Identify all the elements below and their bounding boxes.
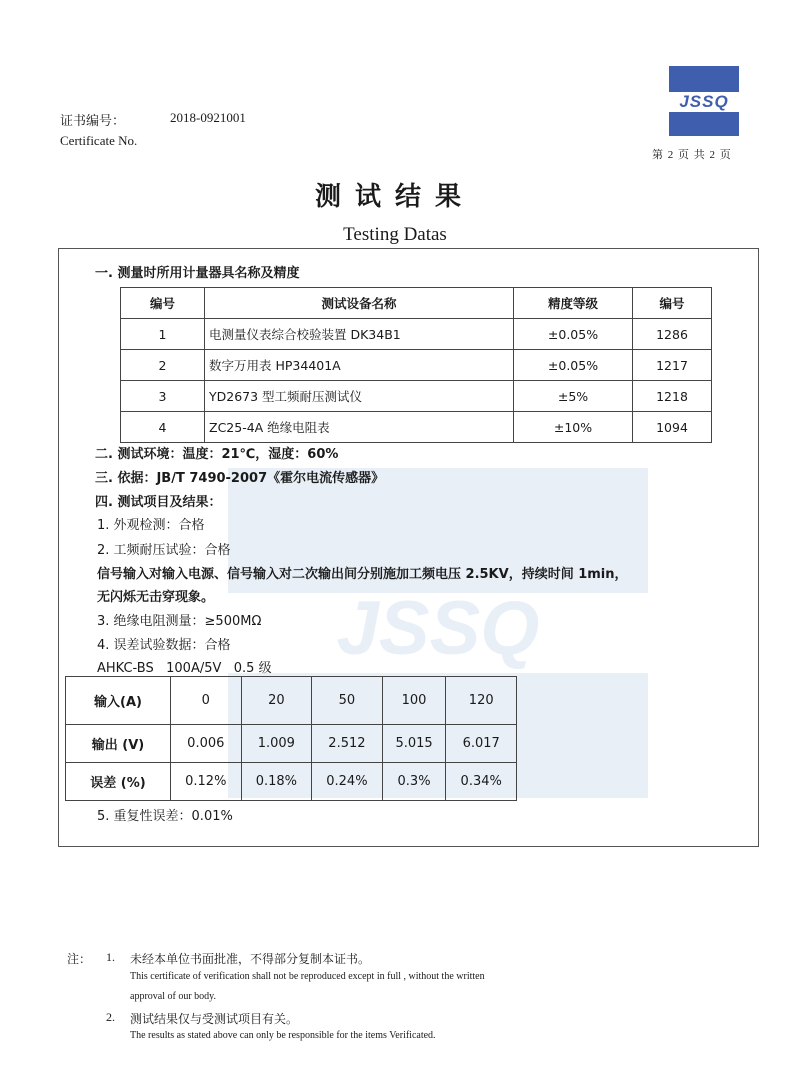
certificate-no-label-cn: 证书编号： bbox=[60, 113, 126, 128]
table-cell: 电测量仪表综合校验装置 DK34B1 bbox=[205, 319, 514, 350]
table-cell: 0.12% bbox=[171, 763, 242, 801]
table-header-row bbox=[121, 288, 712, 319]
table-row bbox=[66, 763, 517, 801]
section-4-heading: 四. 测试项目及结果： bbox=[95, 495, 222, 510]
table-cell: 0.24% bbox=[312, 763, 383, 801]
table-row bbox=[121, 381, 712, 412]
table-cell: 3 bbox=[121, 381, 205, 412]
certificate-no-value: 2018-0921001 bbox=[170, 110, 246, 125]
product-model: AHKC-BS 100A/5V 0.5 级 bbox=[97, 661, 272, 676]
table-cell: 0.34% bbox=[446, 763, 517, 801]
note-1-en-line-1: This certificate of verification shall not be reproduced except in full , without the written bbox=[130, 971, 485, 982]
table-cell: 1094 bbox=[633, 412, 712, 443]
table-cell: 1286 bbox=[633, 319, 712, 350]
section-1-heading: 一. 测量时所用计量器具名称及精度 bbox=[95, 266, 300, 281]
table-row bbox=[66, 677, 517, 725]
table-cell: 0.3% bbox=[382, 763, 446, 801]
table-cell: 2.512 bbox=[312, 725, 383, 763]
table-cell: 1217 bbox=[633, 350, 712, 381]
row-label: 输出 (V) bbox=[66, 725, 171, 763]
table-cell: 0.18% bbox=[241, 763, 312, 801]
column-header: 编号 bbox=[121, 288, 205, 319]
table-cell: 数字万用表 HP34401A bbox=[205, 350, 514, 381]
note-2-cn: 测试结果仅与受测试项目有关。 bbox=[130, 1012, 299, 1026]
table-cell: ±10% bbox=[514, 412, 633, 443]
table-cell: 20 bbox=[241, 677, 312, 725]
section-2-environment: 二. 测试环境：温度：21℃，湿度：60% bbox=[95, 447, 339, 462]
table-cell: 2 bbox=[121, 350, 205, 381]
item-2-withstand-voltage: 2. 工频耐压试验：合格 bbox=[97, 543, 231, 558]
table-cell: 1218 bbox=[633, 381, 712, 412]
page-title-cn: 测试结果 bbox=[314, 182, 475, 212]
row-label: 输入(A) bbox=[66, 677, 171, 725]
note-1-number: 1. bbox=[106, 950, 115, 964]
column-header: 编号 bbox=[633, 288, 712, 319]
item-5-repeatability: 5. 重复性误差：0.01% bbox=[97, 809, 233, 824]
note-2-en: The results as stated above can only be responsible for the items Verificated. bbox=[130, 1030, 436, 1041]
item-2-detail-line-1: 信号输入对输入电源、信号输入对二次输出间分别施加工频电压 2.5KV，持续时间 1min， bbox=[97, 567, 628, 582]
table-cell: 120 bbox=[446, 677, 517, 725]
error-test-table bbox=[65, 676, 517, 801]
table-row bbox=[121, 412, 712, 443]
row-label: 误差 (%) bbox=[66, 763, 171, 801]
table-cell: ±5% bbox=[514, 381, 633, 412]
page-info: 第 2 页 共 2 页 bbox=[652, 149, 732, 161]
note-1-cn: 未经本单位书面批准，不得部分复制本证书。 bbox=[130, 952, 371, 966]
item-3-insulation: 3. 绝缘电阻测量：≥500MΩ bbox=[97, 614, 262, 629]
note-2-number: 2. bbox=[106, 1010, 115, 1024]
column-header: 测试设备名称 bbox=[205, 288, 514, 319]
table-cell: ±0.05% bbox=[514, 319, 633, 350]
table-cell: 1.009 bbox=[241, 725, 312, 763]
table-row bbox=[121, 319, 712, 350]
jssq-logo bbox=[669, 66, 739, 136]
item-2-detail-line-2: 无闪烁无击穿现象。 bbox=[97, 590, 215, 605]
column-header: 精度等级 bbox=[514, 288, 633, 319]
table-row bbox=[121, 350, 712, 381]
table-cell: 1 bbox=[121, 319, 205, 350]
equipment-table bbox=[120, 287, 712, 443]
table-cell: 4 bbox=[121, 412, 205, 443]
table-cell: ZC25-4A 绝缘电阻表 bbox=[205, 412, 514, 443]
table-row bbox=[66, 725, 517, 763]
item-4-error-test: 4. 误差试验数据：合格 bbox=[97, 638, 231, 653]
certificate-no-label-en: Certificate No. bbox=[60, 133, 138, 148]
notes-label: 注： bbox=[67, 952, 92, 966]
item-1-appearance: 1. 外观检测：合格 bbox=[97, 518, 205, 533]
svg-text:JSSQ: JSSQ bbox=[336, 586, 540, 671]
table-cell: YD2673 型工频耐压测试仪 bbox=[205, 381, 514, 412]
note-1-en-line-2: approval of our body. bbox=[130, 991, 216, 1002]
page-title-en: Testing Datas bbox=[343, 224, 447, 245]
table-cell: ±0.05% bbox=[514, 350, 633, 381]
table-cell: 0.006 bbox=[171, 725, 242, 763]
table-cell: 6.017 bbox=[446, 725, 517, 763]
logo-text: JSSQ bbox=[679, 92, 729, 111]
table-cell: 50 bbox=[312, 677, 383, 725]
table-cell: 5.015 bbox=[382, 725, 446, 763]
table-cell: 100 bbox=[382, 677, 446, 725]
table-cell: 0 bbox=[171, 677, 242, 725]
section-3-basis: 三. 依据：JB/T 7490-2007《霍尔电流传感器》 bbox=[95, 471, 385, 486]
